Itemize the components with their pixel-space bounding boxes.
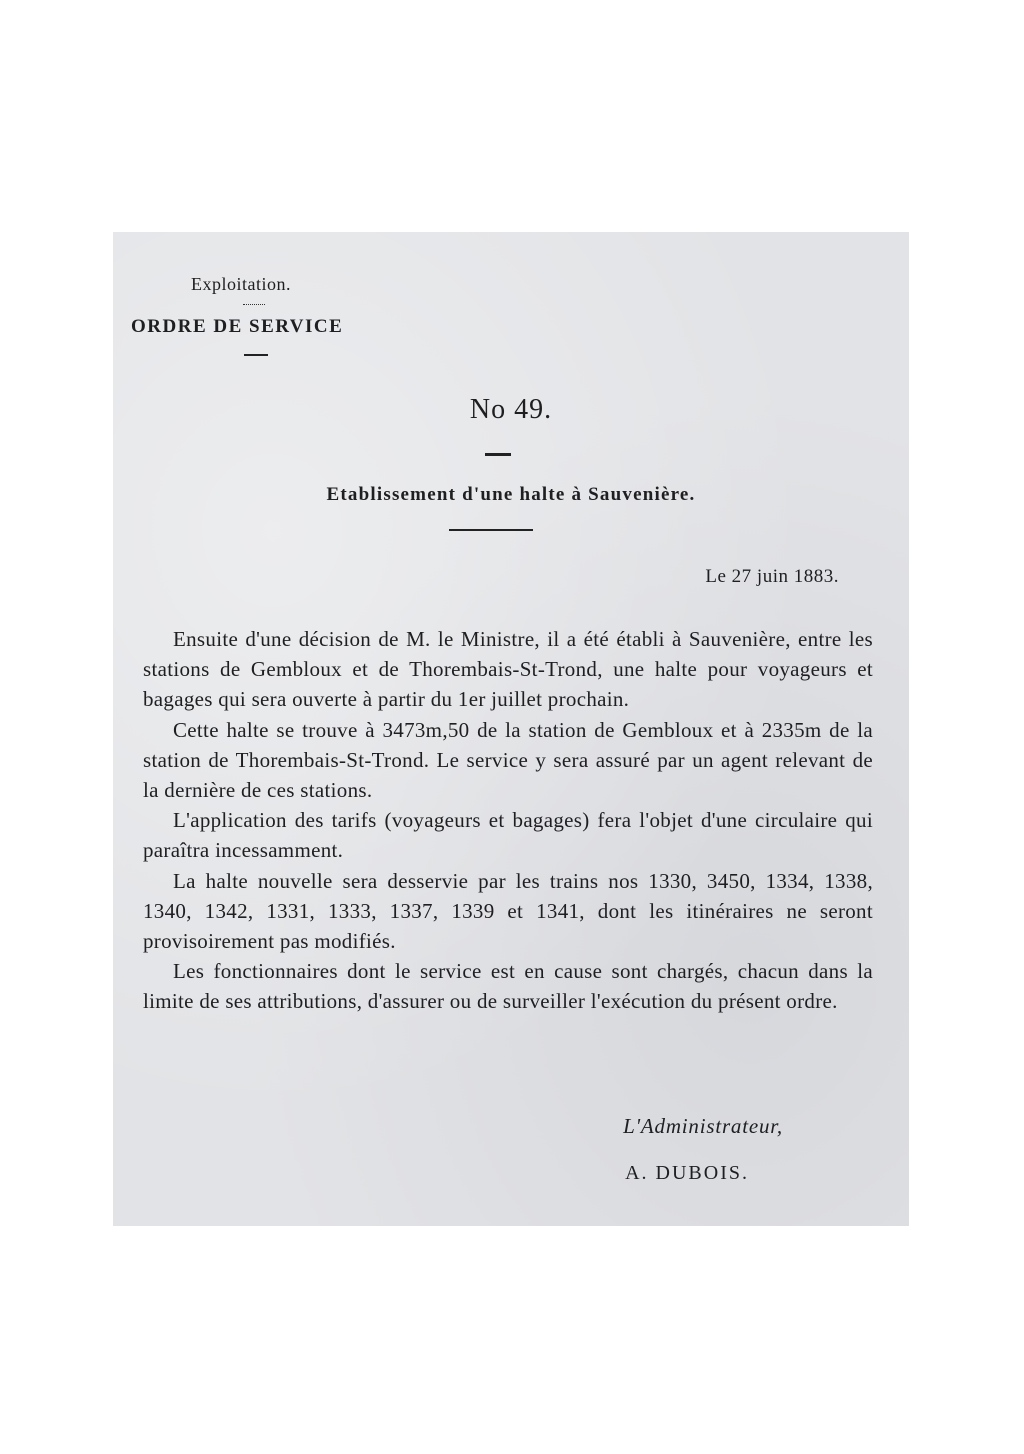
subject-underline [449,529,533,531]
paragraph-trains: La halte nouvelle sera desservie par les trains nos 1330, 3450, 1334, 1338, 1340, 1342, 1331, 1333, 1337, 1339 et 1341, dont les itinéraires ne seront provisoirement pas modifiés. [143,868,873,954]
scanned-page [113,232,909,1226]
number-dash-divider [485,453,511,456]
order-date: Le 27 juin 1883. [705,566,839,587]
paragraph-responsibilities: Les fonctionnaires dont le service est en cause sont chargés, chacun dans la limite de ses attributions, d'assurer ou de surveiller l'exécution du présent ordre. [143,959,873,1014]
paragraph-tariffs: L'application des tarifs (voyageurs et bagages) fera l'objet d'une circulaire qui paraîtra incessamment. [143,808,873,863]
order-number: No 49. [469,394,553,425]
order-body [143,624,873,1017]
paragraph-location: Cette halte se trouve à 3473m,50 de la station de Gembloux et à 2335m de la station de Thorembais-St-Trond. Le service y sera assuré par un agent relevant de la dernière de ces stations. [143,717,873,803]
closing-title: L'Administrateur, [623,1114,783,1138]
signer-name: A. DUBOIS. [625,1162,749,1184]
department-label: Exploitation. [191,274,291,294]
order-type-heading: ORDRE DE SERVICE [131,316,344,337]
dotted-divider [243,304,265,305]
short-dash-divider [244,354,268,356]
paragraph-decision: Ensuite d'une décision de M. le Ministre, il a été établi à Sauvenière, entre les stations de Gembloux et de Thorembais-St-Trond, une halte pour voyageurs et bagages qui sera ouverte à partir du 1er juillet prochain. [143,627,873,712]
order-subject: Etablissement d'une halte à Sauvenière. [326,484,696,505]
